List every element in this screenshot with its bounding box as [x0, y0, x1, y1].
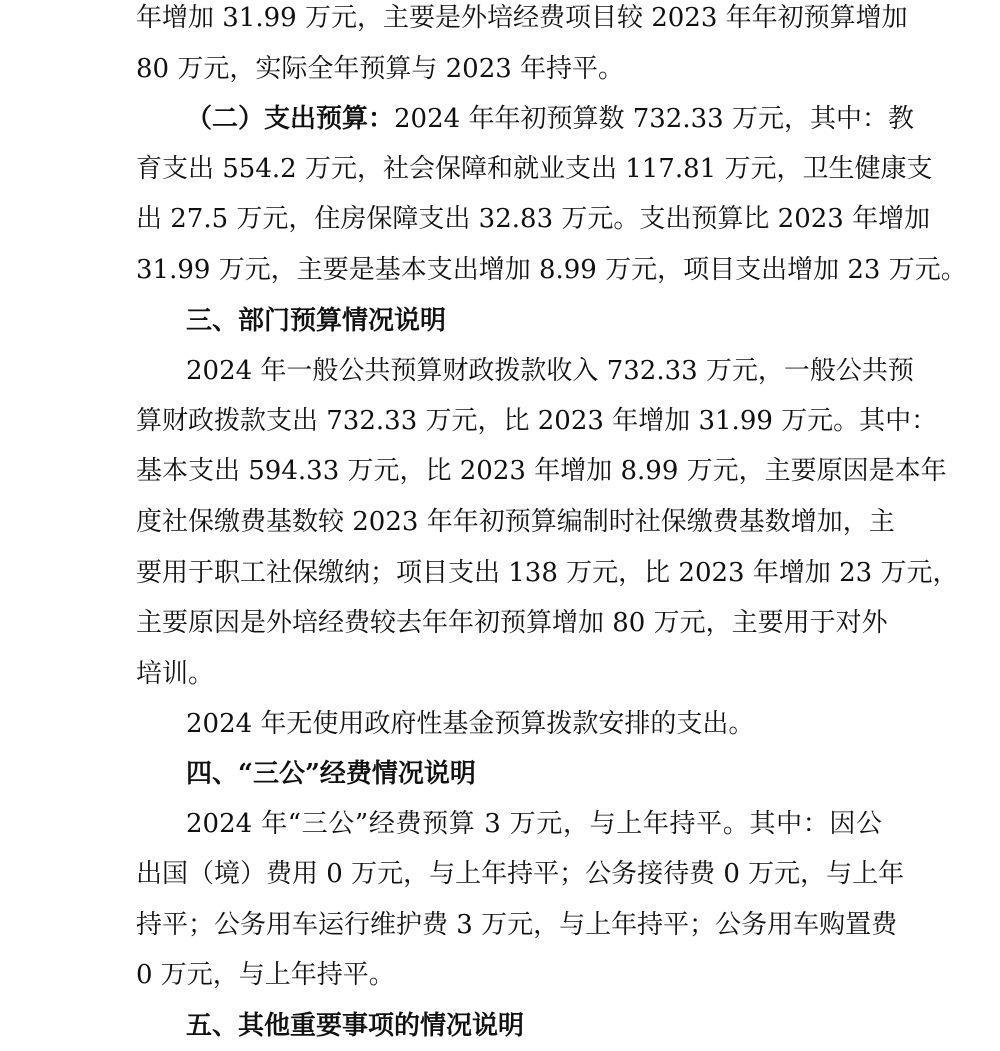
- paragraph-line: 出 27.5 万元，住房保障支出 32.83 万元。支出预算比 2023 年增加: [136, 204, 931, 234]
- paragraph-line: 年增加 31.99 万元，主要是外培经费项目较 2023 年年初预算增加: [136, 3, 908, 33]
- paragraph-line: 持平；公务用车运行维护费 3 万元，与上年持平；公务用车购置费: [136, 910, 898, 940]
- paragraph-line-text: 2024 年年初预算数 732.33 万元，其中：教: [394, 104, 914, 134]
- paragraph-line: 2024 年“三公”经费预算 3 万元，与上年持平。其中：因公: [186, 809, 882, 839]
- paragraph-line: 出国（境）费用 0 万元，与上年持平；公务接待费 0 万元，与上年: [136, 859, 905, 889]
- paragraph-line: 育支出 554.2 万元，社会保障和就业支出 117.81 万元，卫生健康支: [136, 154, 933, 184]
- section-heading-department-budget: 三、部门预算情况说明: [186, 306, 447, 336]
- paragraph-line-with-label: [186, 94, 914, 144]
- paragraph-line: 算财政拨款支出 732.33 万元，比 2023 年增加 31.99 万元。其中：: [136, 406, 938, 436]
- paragraph-line: 31.99 万元，主要是基本支出增加 8.99 万元，项目支出增加 23 万元。: [136, 255, 967, 285]
- paragraph-line: 培训。: [136, 659, 215, 689]
- paragraph-line: 基本支出 594.33 万元，比 2023 年增加 8.99 万元，主要原因是本年: [136, 456, 947, 486]
- paragraph-line: 要用于职工社保缴纳；项目支出 138 万元，比 2023 年增加 23 万元，: [136, 558, 959, 588]
- paragraph-line: 80 万元，实际全年预算与 2023 年持平。: [136, 54, 625, 84]
- paragraph-line: 2024 年一般公共预算财政拨款收入 732.33 万元，一般公共预: [186, 356, 914, 386]
- section-heading-other-matters: 五、其他重要事项的情况说明: [186, 1011, 525, 1041]
- paragraph-line: 0 万元，与上年持平。: [136, 960, 395, 990]
- subsection-label-expenditure: （二）支出预算：: [186, 104, 395, 134]
- paragraph-line: 主要原因是外培经费较去年年初预算增加 80 万元，主要用于对外: [136, 608, 888, 638]
- paragraph-line: 2024 年无使用政府性基金预算拨款安排的支出。: [186, 709, 755, 739]
- section-heading-three-public-expenses: 四、“三公”经费情况说明: [186, 759, 476, 789]
- paragraph-line: 度社保缴费基数较 2023 年年初预算编制时社保缴费基数增加，主: [136, 507, 895, 537]
